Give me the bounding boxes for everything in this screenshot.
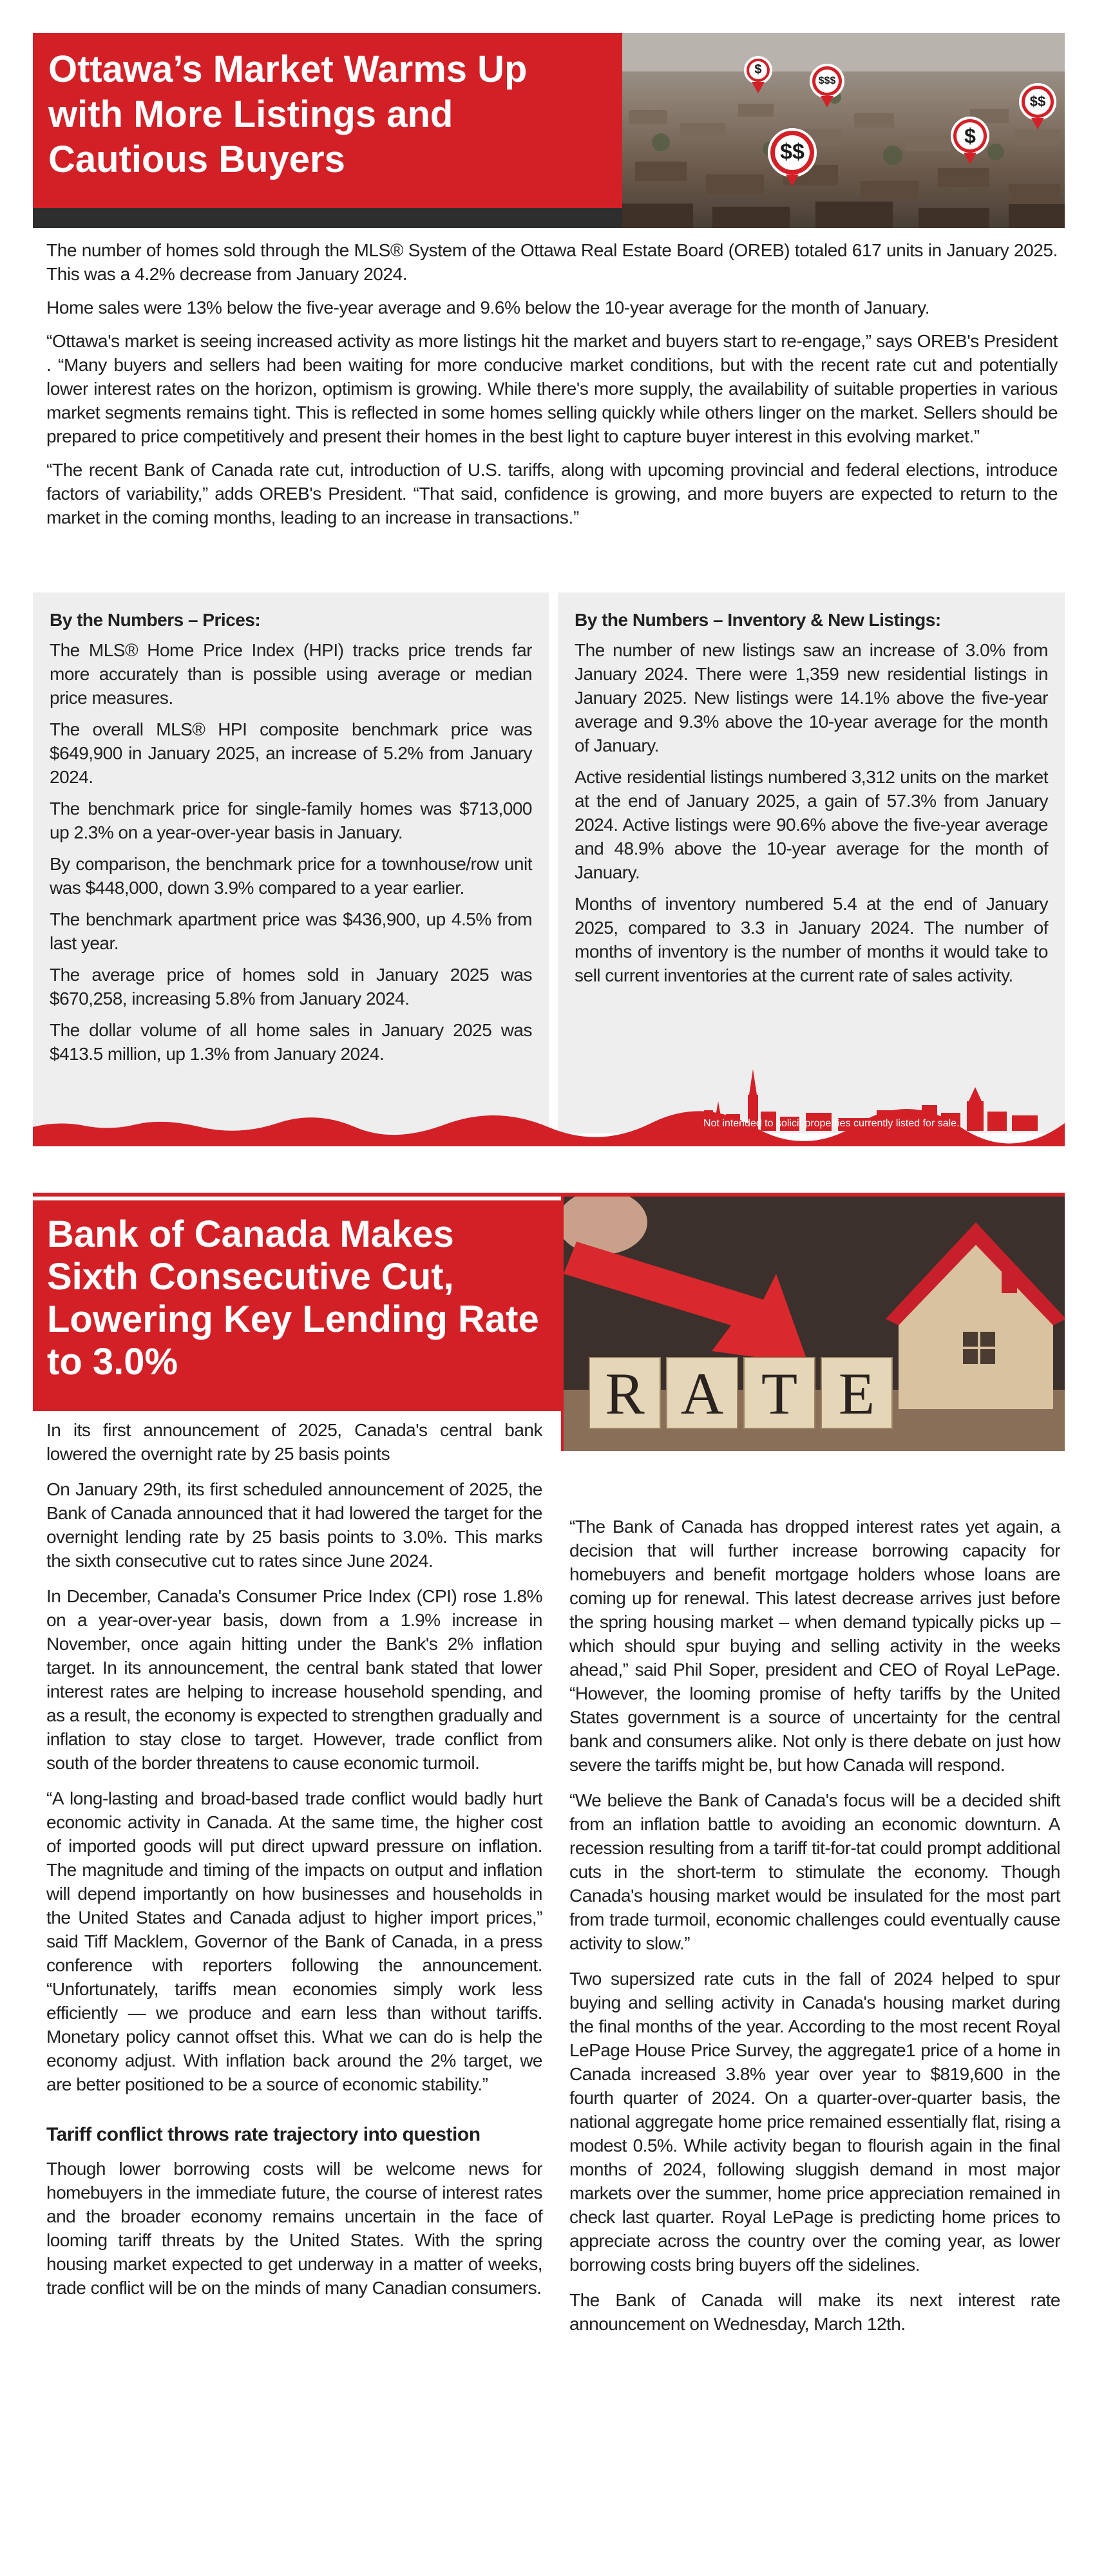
paragraph: Active residential listings numbered 3,312 units on the market at the end of January 2025, a gain of 57.3% from January 2024. Active listings were 90.6% above the five-year average and 48.9% above the 10-year average for the month of January. [575,767,1048,882]
aerial-houses-image [622,33,1065,228]
prices-heading: By the Numbers – Prices: [50,610,261,630]
inventory-heading: By the Numbers – Inventory & New Listings: [575,610,941,630]
disclaimer-text: Not intended to solicit properties currently listed for sale. [703,1118,960,1129]
paragraph: Though lower borrowing costs will be welcome news for homebuyers in the immediate future, the course of interest rates and the broader economy remains uncertain in the face of looming tariff threats by the United States. With the spring housing market expected to get underway in a matter of weeks, trade conflict will be on the minds of many Canadian consumers. [46,2159,542,2298]
inventory-panel [558,592,1065,1133]
paragraph: By comparison, the benchmark price for a townhouse/row unit was $448,000, down 3.9% compared to a year earlier. [50,854,532,898]
paragraph: Home sales were 13% below the five-year average and 9.6% below the 10-year average for the month of January. [46,298,930,317]
prices-panel [33,592,549,1133]
paragraph: On January 29th, its first scheduled announcement of 2025, the Bank of Canada announced that it had lowered the target for the overnight lending rate by 25 basis points to 3.0%. This marks the sixth consecutive cut to rates since June 2024. [46,1479,542,1571]
paragraph: The dollar volume of all home sales in January 2025 was $413.5 million, up 1.3% from January 2024. [50,1020,532,1064]
rate-blocks-image [564,1197,1065,1451]
paragraph: The benchmark apartment price was $436,900, up 4.5% from last year. [50,909,532,953]
paragraph: “The recent Bank of Canada rate cut, introduction of U.S. tariffs, along with upcoming provincial and federal elections, introduce factors of variability,” adds OREB's President. “That said, confidence is growing, and more buyers are expected to return to the market in the coming months, leading to an increase in transactions.” [46,460,1058,527]
right-column [569,1515,1060,2347]
paragraph: “A long-lasting and broad-based trade conflict would badly hurt economic activity in Canada. At the same time, the higher cost of imported goods will put direct upward pressure on inflation. The magnitude and timing of the impacts on output and inflation will depend importantly on how businesses and households in the United States and Canada adjust to higher import prices,” said Tiff Macklem, Governor of the Bank of Canada, in a press conference with reporters following the announcement. “Unfortunately, tariffs mean economies simply work less efficiently — we produce and earn less than without tariffs. Monetary policy cannot offset this. What we can do is help the economy adjust. With inflation back around the 2% target, we are better positioned to be a source of economic stability.” [46,1788,542,2094]
paragraph: The number of homes sold through the MLS® System of the Ottawa Real Estate Board (OREB) totaled 617 units in January 2025. This was a 4.2% decrease from January 2024. [46,240,1058,284]
ottawa-skyline-graphic [33,1056,1065,1146]
rate-cut-photo [564,1197,1065,1451]
hero-banner-ottawa [33,33,1065,228]
title-shadow-strip [33,208,622,228]
paragraph: Two supersized rate cuts in the fall of 2024 helped to spur buying and selling activity in Canada's housing market during the final months of the year. According to the most recent Royal LePage House Price Survey, the aggregate1 price of a home in Canada increased 3.8% year over year to $819,600 in the fourth quarter of 2024. On a quarter-over-quarter basis, the national aggregate home price remained essentially flat, rising a modest 0.5%. While activity began to flourish again in the final months of 2024, following sluggish demand in most major markets over the summer, home price appreciation remained in check last quarter. Royal LePage is predicting home prices to appreciate across the country over the coming year, as lower borrowing costs bring buyers off the sidelines. [569,1969,1060,2275]
left-column [46,1418,542,2311]
paragraph: The average price of homes sold in January 2025 was $670,258, increasing 5.8% from January 2024. [50,965,532,1009]
paragraph: The overall MLS® HPI composite benchmark price was $649,900 in January 2025, an increase of 5.2% from January 2024. [50,719,532,787]
paragraph: In December, Canada's Consumer Price Index (CPI) rose 1.8% on a year-over-year basis, down from a 1.9% increase in November, once again hitting under the Bank's 2% inflation target. In its announcement, the central bank stated that lower interest rates are helping to increase household spending, and as a result, the economy is expected to strengthen gradually and inflation to stay close to target. However, trade conflict from south of the border threatens to cause economic turmoil. [46,1586,542,1773]
paragraph: In its first announcement of 2025, Canada's central bank lowered the overnight rate by 25 basis points [46,1420,542,1464]
title-box [33,33,622,208]
article-title: Ottawa’s Market Warms Up with More Listings and Cautious Buyers [48,48,528,180]
paragraph: The benchmark price for single-family homes was $713,000 up 2.3% on a year-over-year basis in January. [50,799,532,842]
subheading: Tariff conflict throws rate trajectory into question [46,2124,481,2145]
paragraph: The MLS® Home Price Index (HPI) tracks price trends far more accurately than is possible using average or median price measures. [50,640,532,708]
article-title: Bank of Canada Makes Sixth Consecutive Cut, Lowering Key Lending Rate to 3.0% [47,1213,539,1383]
dollar-pin-icon: $$$ [810,64,844,108]
block-letter: A [680,1361,724,1426]
paragraph: The number of new listings saw an increase of 3.0% from January 2024. There were 1,359 new residential listings in January 2025. New listings were 14.1% above the five-year average and 9.3% above the 10-year average for the month of January. [575,640,1048,755]
dollar-pin-icon: $ [951,117,989,164]
block-letter: T [761,1361,798,1426]
block-letter: R [605,1361,645,1426]
paragraph: The Bank of Canada will make its next interest rate announcement on Wednesday, March 12th. [569,2290,1060,2334]
neighbourhood-photo [622,33,1065,228]
title-box [33,1200,561,1411]
intro-text [46,238,1058,539]
paragraph: “The Bank of Canada has dropped interest rates yet again, a decision that will further increase borrowing capacity for homebuyers and benefit mortgage holders whose loans are coming up for renewal. This latest decrease arrives just before the spring housing market – when demand typically picks up – which should spur buying and selling activity in the weeks ahead,” said Phil Soper, president and CEO of Royal LePage. “However, the looming promise of hefty tariffs by the United States government is a source of uncertainty for the central bank and consumers alike. Not only is there debate on just how severe the tariffs might be, but how Canada will respond. [569,1517,1060,1775]
dollar-pin-icon: $ [744,56,772,93]
paragraph: Months of inventory numbered 5.4 at the end of January 2025, compared to 3.3 in January 2024. The number of months of inventory is the number of months it would take to sell current inventories at the current rate of sales activity. [575,894,1048,985]
dollar-pin-icon: $$ [768,128,817,186]
paragraph: “Ottawa's market is seeing increased activity as more listings hit the market and buyers start to re-engage,” says OREB's President . “Many buyers and sellers had been waiting for more conducive market conditions, but with the recent rate cut and potentially lower interest rates on the horizon, optimism is growing. While there's more supply, the availability of suitable properties in various market segments remains tight. This is reflected in some homes selling quickly while others linger on the market. Sellers should be prepared to price competitively and present their homes in the best light to capture buyer interest in this evolving market.” [46,331,1058,446]
dollar-pin-icon: $$ [1019,83,1056,129]
paragraph: “We believe the Bank of Canada's focus will be a decided shift from an inflation battle to avoiding an economic downturn. A recession resulting from a tariff tit-for-tat could prompt additional cuts in the short-term to stimulate the economy. Though Canada's housing market would be insulated for the most part from trade turmoil, economic challenges could eventually cause activity to slow.” [569,1790,1060,1953]
block-letter: E [838,1361,875,1426]
